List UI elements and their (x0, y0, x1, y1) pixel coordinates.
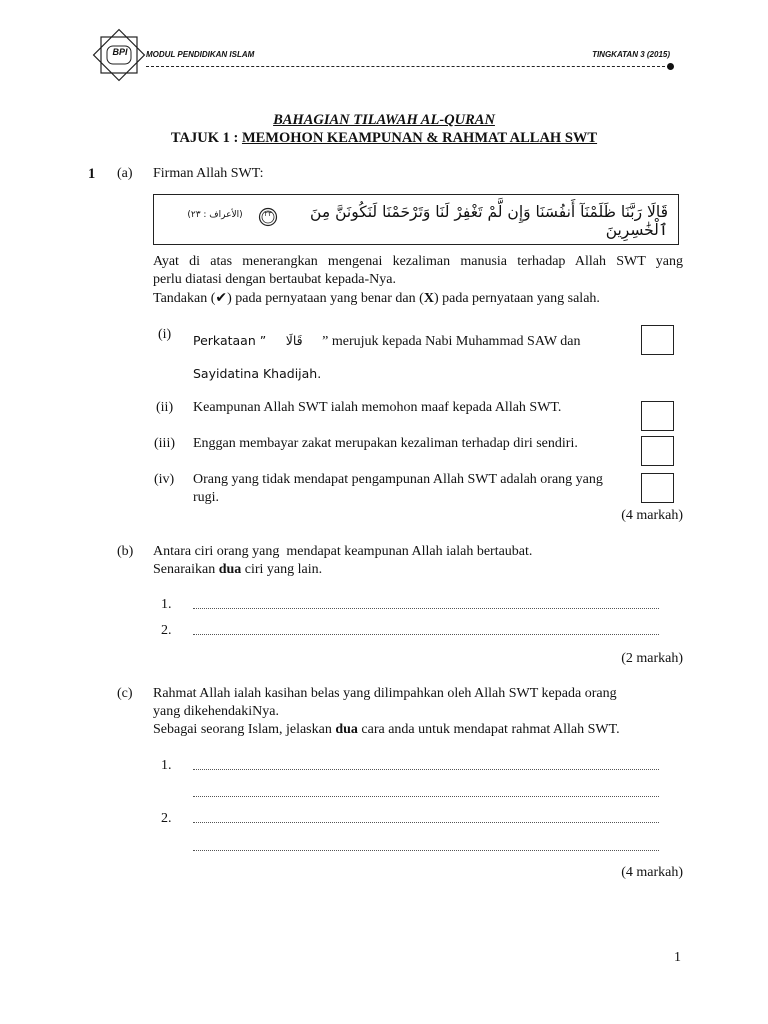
header-divider (146, 66, 670, 67)
part-c-answer1-line2[interactable] (193, 796, 659, 797)
part-b-answer1-number: 1. (161, 597, 172, 612)
part-c-line3 (153, 722, 620, 738)
header-divider-dot (667, 63, 674, 70)
part-c-marks: (4 markah) (621, 865, 683, 880)
item-i-number: (i) (158, 327, 172, 342)
page-number: 1 (674, 950, 681, 965)
section-title: BAHAGIAN TILAWAH AL-QURAN (273, 112, 495, 128)
part-c-line2: yang dikehendakiNya. (153, 704, 279, 719)
part-b-answer1-line[interactable] (193, 608, 659, 609)
module-name: MODUL PENDIDIKAN ISLAM (146, 50, 255, 59)
item-i-text (193, 333, 635, 350)
part-c-label: (c) (117, 686, 133, 701)
instruction-part1: Tandakan ( (153, 291, 216, 306)
answer-box-ii[interactable] (641, 401, 674, 431)
part-b-line2 (153, 562, 322, 578)
item-iv-number: (iv) (154, 472, 175, 487)
topic-prefix: TAJUK 1 : (170, 130, 242, 146)
part-c-answer2-number: 2. (161, 811, 172, 826)
description-line1: Ayat di atas menerangkan mengenai kezaliman manusia terhadap Allah SWT yang (153, 254, 683, 269)
part-c-line3-post: cara anda untuk mendapat rahmat Allah SWT. (357, 722, 620, 737)
check-mark-icon: ✔ (215, 290, 228, 306)
part-b-line2-pre: Senaraikan (153, 562, 219, 577)
item-i-arabic: قَالَا (285, 333, 303, 348)
part-a-label: (a) (117, 166, 133, 181)
item-iii-text: Enggan membayar zakat merupakan kezaliman terhadap diri sendiri. (193, 436, 578, 451)
ayah-text: قَالَا رَبَّنَا ظَلَمْنَآ أَنفُسَنَا وَإِن لَّمْ تَغْفِرْ لَنَا وَتَرْحَمْنَا لَنَكُونَنَّ مِنَ ٱلْخَٰسِرِينَ (310, 203, 668, 239)
part-c-line3-pre: Sebagai seorang Islam, jelaskan (153, 722, 336, 737)
instruction-part3: ) pada pernyataan yang salah. (433, 291, 600, 306)
item-iii-number: (iii) (154, 436, 175, 451)
question-number: 1 (88, 166, 96, 182)
part-b-line1: Antara ciri orang yang mendapat keampunan Allah ialah bertaubat. (153, 544, 533, 559)
part-c-line1: Rahmat Allah ialah kasihan belas yang dilimpahkan oleh Allah SWT kepada orang (153, 686, 617, 701)
part-b-line2-bold: dua (218, 562, 242, 577)
instruction-part2: ) pada pernyataan yang benar dan ( (227, 291, 424, 306)
item-i-pre: Perkataan ” (193, 333, 267, 348)
item-ii-text: Keampunan Allah SWT ialah memohon maaf kepada Allah SWT. (193, 400, 562, 415)
part-b-label: (b) (117, 544, 134, 559)
form-level: TINGKATAN 3 (2015) (592, 50, 670, 59)
answer-box-i[interactable] (641, 325, 674, 355)
item-iv-line2: rugi. (193, 490, 220, 505)
topic-title (0, 130, 768, 147)
answer-box-iv[interactable] (641, 473, 674, 503)
answer-box-iii[interactable] (641, 436, 674, 466)
item-i-line2: Sayidatina Khadijah. (193, 366, 322, 381)
part-b-answer2-line[interactable] (193, 634, 659, 635)
part-b-answer2-number: 2. (161, 623, 172, 638)
part-c-line3-bold: dua (335, 722, 358, 737)
part-c-answer2-line1[interactable] (193, 822, 659, 823)
part-a-marks: (4 markah) (621, 508, 683, 523)
part-b-line2-post: ciri yang lain. (241, 562, 323, 577)
logo-text: BPI (112, 47, 128, 57)
description-line2: perlu diatasi dengan bertaubat kepada-Nya. (153, 272, 396, 287)
ayah-number: ٢٣ (264, 210, 272, 218)
part-a-intro: Firman Allah SWT: (153, 166, 264, 181)
x-mark: X (423, 291, 434, 306)
item-ii-number: (ii) (156, 400, 174, 415)
instruction (153, 290, 600, 307)
topic-name: MEMOHON KEAMPUNAN & RAHMAT ALLAH SWT (241, 130, 598, 146)
ayah-reference: (الأعراف : ٢٣) (187, 210, 243, 220)
part-b-marks: (2 markah) (621, 651, 683, 666)
part-c-answer1-line1[interactable] (193, 769, 659, 770)
item-iv-text: Orang yang tidak mendapat pengampunan Allah SWT adalah orang yang (193, 472, 603, 487)
part-c-answer2-line2[interactable] (193, 850, 659, 851)
item-i-post: ” merujuk kepada Nabi Muhammad SAW dan (322, 334, 581, 349)
part-c-answer1-number: 1. (161, 758, 172, 773)
